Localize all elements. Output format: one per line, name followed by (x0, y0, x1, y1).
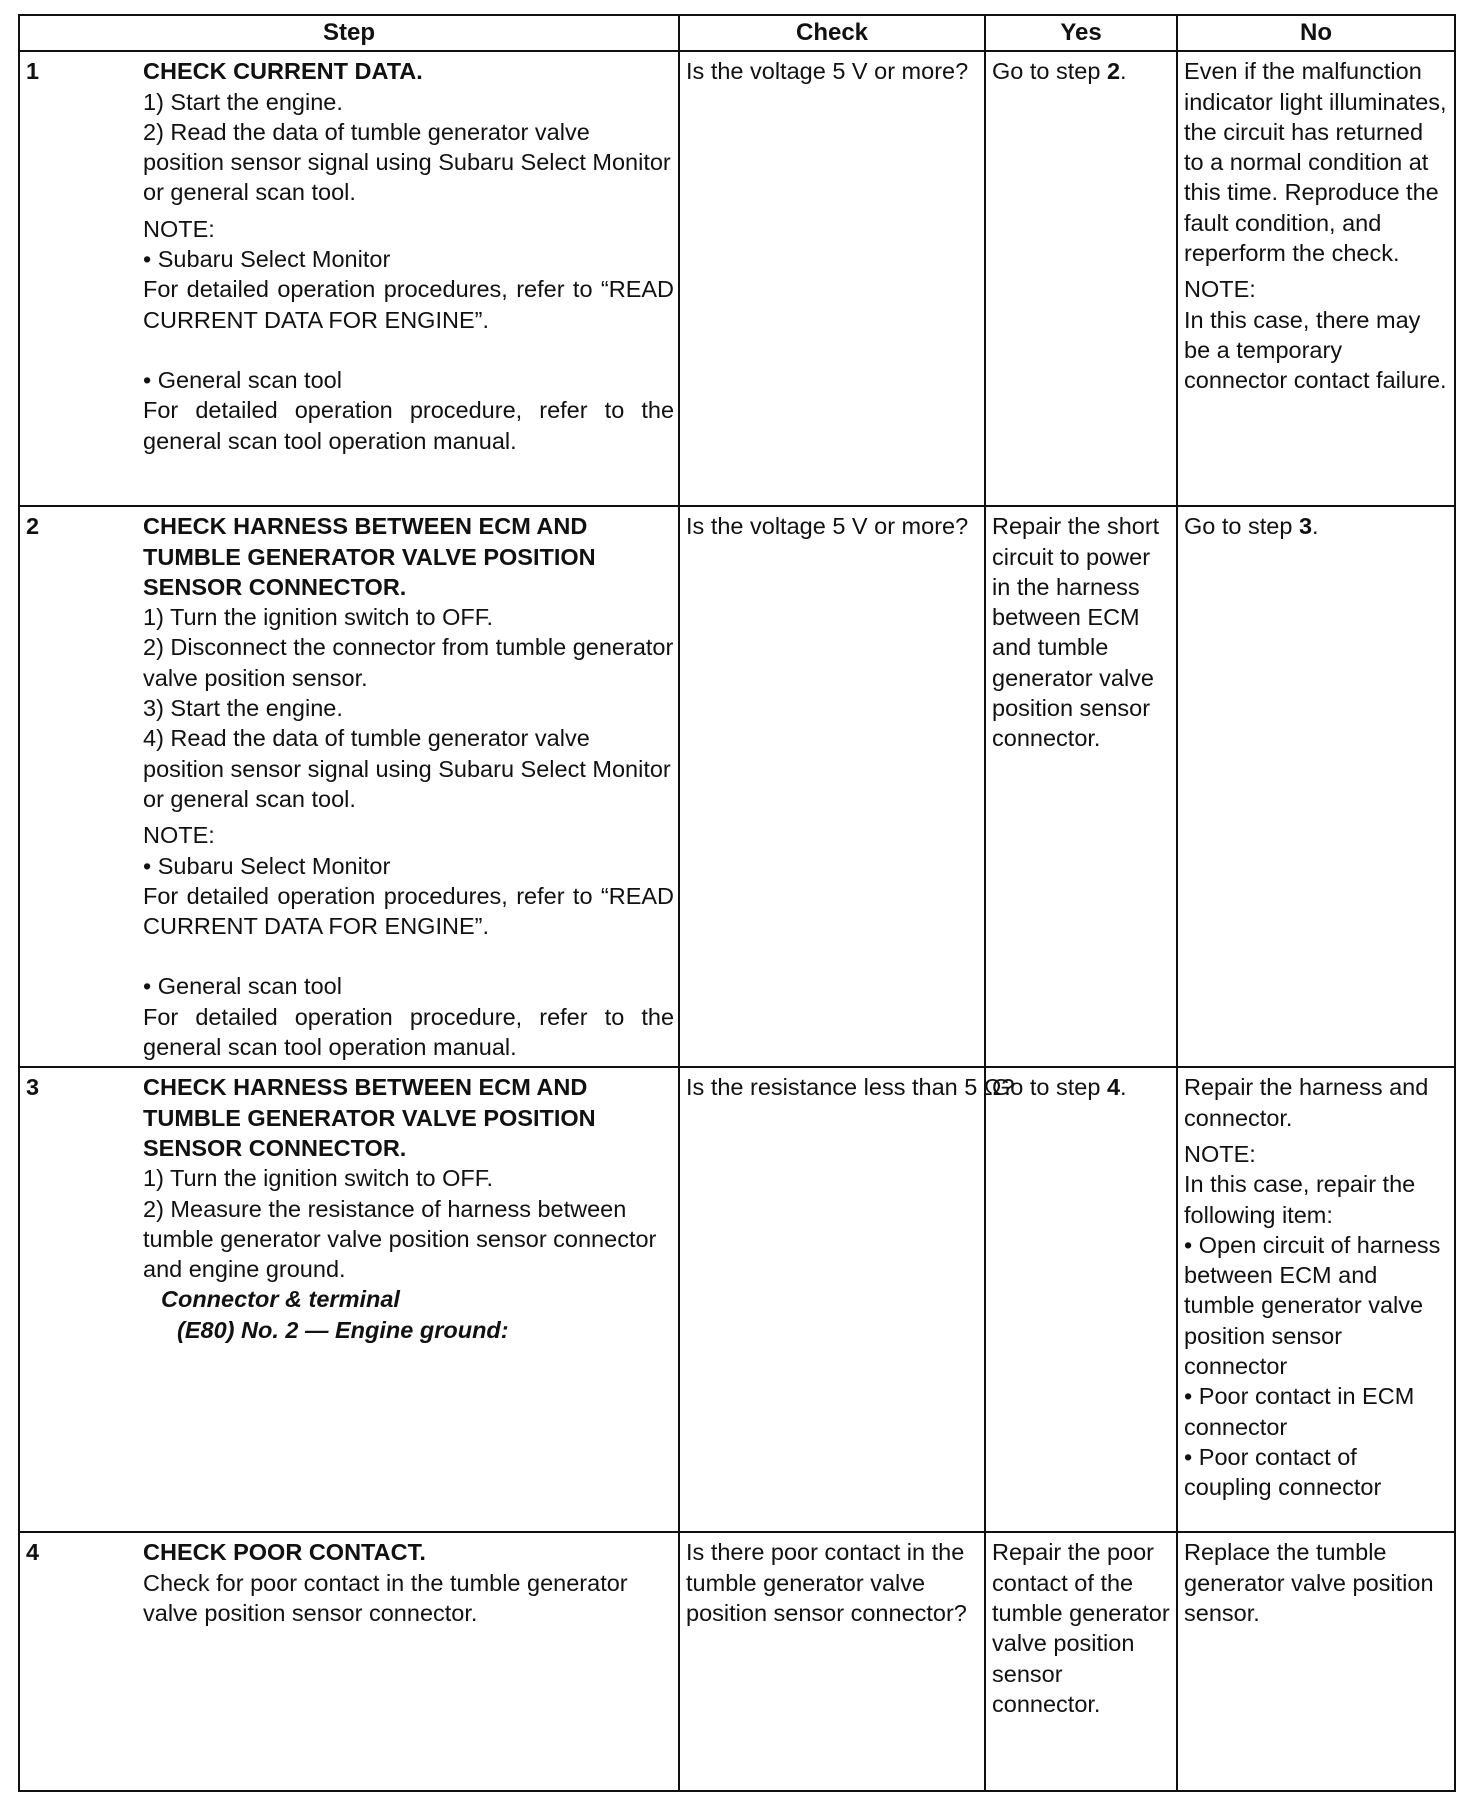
step-number: 1 (19, 51, 137, 506)
note-label: NOTE: (143, 822, 215, 849)
no-item: • Poor contact of coupling connector (1184, 1443, 1382, 1501)
no-step-link: 3 (1298, 513, 1313, 540)
note-bullet: • Subaru Select Monitor (143, 246, 391, 273)
check-cell: Is the voltage 5 V or more? (679, 506, 985, 1067)
note-text: For detailed operation procedures, refer to “READ CURRENT DATA FOR ENGINE”. (143, 276, 675, 333)
spec-label: Connector & terminal (161, 1286, 400, 1313)
table-row (19, 1067, 1455, 1532)
table-row (19, 51, 1455, 506)
yes-suffix: . (1120, 58, 1127, 85)
header-yes: Yes (985, 15, 1177, 51)
step-instruction: 1) Turn the ignition switch to OFF. (143, 604, 494, 631)
step-instruction: 1) Start the engine. (143, 88, 343, 115)
header-check: Check (679, 15, 985, 51)
header-no: No (1177, 15, 1455, 51)
header-row (19, 15, 1455, 51)
check-cell: Is the voltage 5 V or more? (679, 51, 985, 506)
step-number: 4 (19, 1532, 137, 1791)
no-note: In this case, repair the following item: (1184, 1171, 1416, 1228)
step-title: CHECK POOR CONTACT. (143, 1539, 426, 1566)
no-note-label: NOTE: (1184, 276, 1256, 303)
step-number: 3 (19, 1067, 137, 1532)
step-instruction: 2) Read the data of tumble generator valve position sensor signal using Subaru Select Monitor or general scan tool. (143, 118, 671, 206)
yes-cell (985, 51, 1177, 506)
note-bullet: • General scan tool (143, 366, 342, 393)
step-title: CHECK HARNESS BETWEEN ECM AND TUMBLE GENERATOR VALVE POSITION SENSOR CONNECTOR. (143, 513, 596, 600)
no-suffix: . (1312, 513, 1319, 540)
no-cell (1177, 1067, 1455, 1532)
step-title: CHECK CURRENT DATA. (143, 58, 423, 85)
check-cell: Is there poor contact in the tumble generator valve position sensor connector? (679, 1532, 985, 1791)
yes-step-link: 4 (1106, 1074, 1121, 1101)
step-instruction: 2) Measure the resistance of harness between tumble generator valve position sensor connector and engine ground. (143, 1195, 657, 1283)
step-instruction: 4) Read the data of tumble generator valve position sensor signal using Subaru Select Monitor or general scan tool. (143, 725, 671, 812)
no-note: In this case, there may be a temporary connector contact failure. (1184, 306, 1447, 394)
table-row (19, 506, 1455, 1067)
yes-prefix: Go to step (992, 58, 1107, 85)
no-prefix: Go to step (1184, 513, 1299, 540)
yes-suffix: . (1120, 1074, 1127, 1101)
spec-value: (E80) No. 2 — Engine ground: (177, 1316, 509, 1343)
step-cell (137, 51, 679, 506)
step-number: 2 (19, 506, 137, 1067)
no-text: Even if the malfunction indicator light illuminates, the circuit has returned to a normal condition at this time. Reproduce the fault condition, and reperform the check. (1184, 58, 1447, 267)
check-cell: Is the resistance less than 5 Ω? (679, 1067, 985, 1532)
note-text: For detailed operation procedure, refer to the general scan tool operation manual. (143, 1003, 675, 1061)
note-bullet: • Subaru Select Monitor (143, 852, 391, 879)
no-item: • Open circuit of harness between ECM and tumble generator valve position sensor connector (1184, 1231, 1441, 1380)
no-note-label: NOTE: (1184, 1140, 1256, 1167)
step-title: CHECK HARNESS BETWEEN ECM AND TUMBLE GENERATOR VALVE POSITION SENSOR CONNECTOR. (143, 1074, 596, 1161)
header-step: Step (19, 15, 679, 51)
yes-cell: Repair the short circuit to power in the harness between ECM and tumble generator valve position sensor connector. (985, 506, 1177, 1067)
step-cell (137, 1067, 679, 1532)
no-cell: Replace the tumble generator valve position sensor. (1177, 1532, 1455, 1791)
note-text: For detailed operation procedure, refer to the general scan tool operation manual. (143, 397, 675, 454)
step-instruction: 3) Start the engine. (143, 695, 343, 722)
no-cell (1177, 506, 1455, 1067)
step-cell (137, 1532, 679, 1791)
table-row (19, 1532, 1455, 1791)
no-cell (1177, 51, 1455, 506)
step-cell (137, 506, 679, 1067)
yes-cell: Repair the poor contact of the tumble generator valve position sensor connector. (985, 1532, 1177, 1791)
note-bullet: • General scan tool (143, 973, 342, 1000)
step-instruction: Check for poor contact in the tumble generator valve position sensor connector. (143, 1569, 628, 1626)
step-instruction: 1) Turn the ignition switch to OFF. (143, 1165, 494, 1192)
no-item: • Poor contact in ECM connector (1184, 1383, 1415, 1440)
yes-step-link: 2 (1106, 58, 1121, 85)
yes-cell (985, 1067, 1177, 1532)
no-text: Repair the harness and connector. (1184, 1074, 1429, 1131)
diagnostic-table (18, 14, 1456, 1792)
note-text: For detailed operation procedures, refer to “READ CURRENT DATA FOR ENGINE”. (143, 882, 675, 940)
note-label: NOTE: (143, 215, 215, 242)
step-instruction: 2) Disconnect the connector from tumble generator valve position sensor. (143, 634, 674, 691)
yes-prefix: Go to step (992, 1074, 1107, 1101)
